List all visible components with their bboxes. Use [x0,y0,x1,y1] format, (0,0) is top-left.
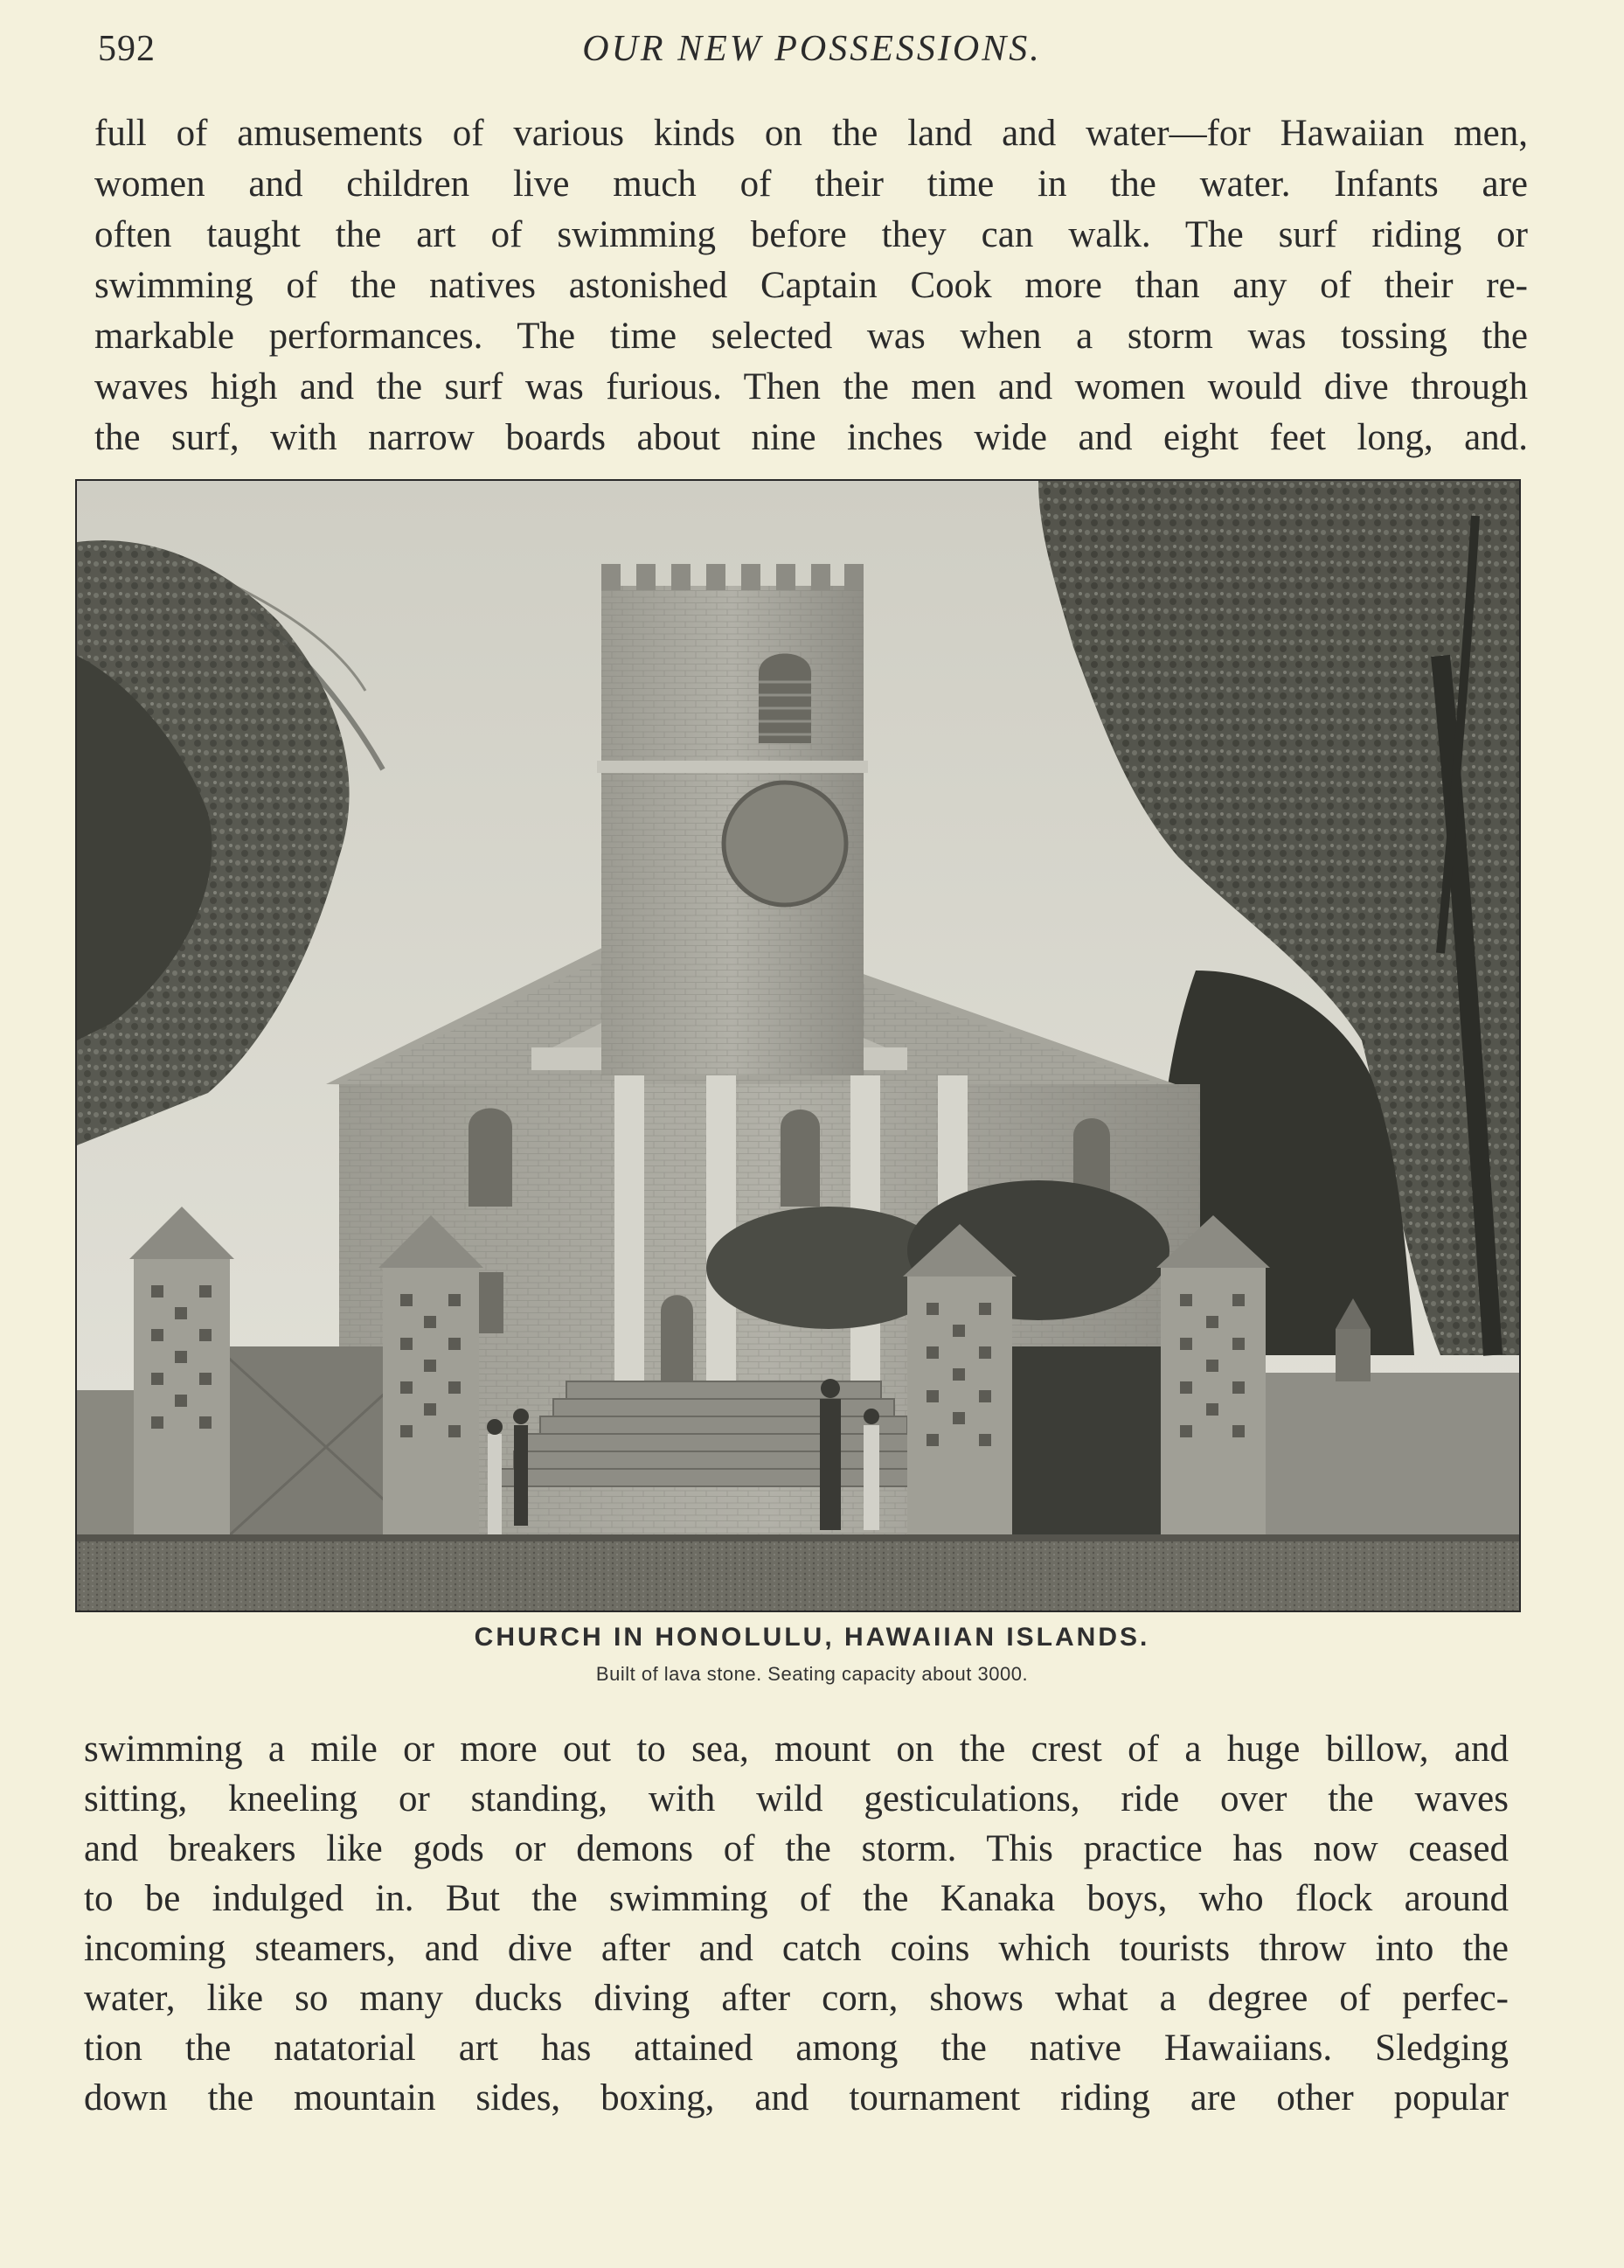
figure-caption-subtitle: Built of lava stone. Seating capacity about 3000. [595,1663,1029,1685]
running-head: OUR NEW POSSESSIONS. [582,29,1042,69]
text-line: to be indulged in. But the swimming of the Kanaka boys, who flock around [84,1878,1509,1919]
text-line: often taught the art of swimming before they can walk. The surf riding or [94,214,1528,255]
text-line: down the mountain sides, boxing, and tournament riding are other popular [84,2077,1509,2118]
church-photograph [75,479,1521,1612]
ground [77,1539,1519,1611]
front-steps [501,1381,947,1486]
text-line: sitting, kneeling or standing, with wild gesticulations, ride over the waves [84,1778,1509,1819]
text-line: incoming steamers, and dive after and catch coins which tourists throw into the [84,1928,1509,1969]
text-line: waves high and the surf was furious. Then the men and women would dive through [94,366,1528,407]
text-line: water, like so many ducks diving after corn, shows what a degree of perfec- [84,1978,1509,2019]
text-line: tion the natatorial art has attained among the native Hawaiians. Sledging [84,2028,1509,2069]
text-line: swimming a mile or more out to sea, mount on the crest of a huge billow, and [84,1729,1509,1770]
top-paragraph [94,108,1528,463]
text-line: full of amusements of various kinds on the land and water—for Hawaiian men, [94,113,1528,154]
text-line: and breakers like gods or demons of the storm. This practice has now ceased [84,1828,1509,1869]
text-line: the surf, with narrow boards about nine inches wide and eight feet long, and. [94,417,1528,458]
figure-caption-title: CHURCH IN HONOLULU, HAWAIIAN ISLANDS. [474,1623,1150,1652]
page-number: 592 [98,29,156,69]
text-line: women and children live much of their time in the water. Infants are [94,163,1528,205]
text-line: swimming of the natives astonished Captain Cook more than any of their re- [94,265,1528,306]
text-line: markable performances. The time selected was when a storm was tossing the [94,316,1528,357]
bottom-paragraph [84,1724,1509,2123]
